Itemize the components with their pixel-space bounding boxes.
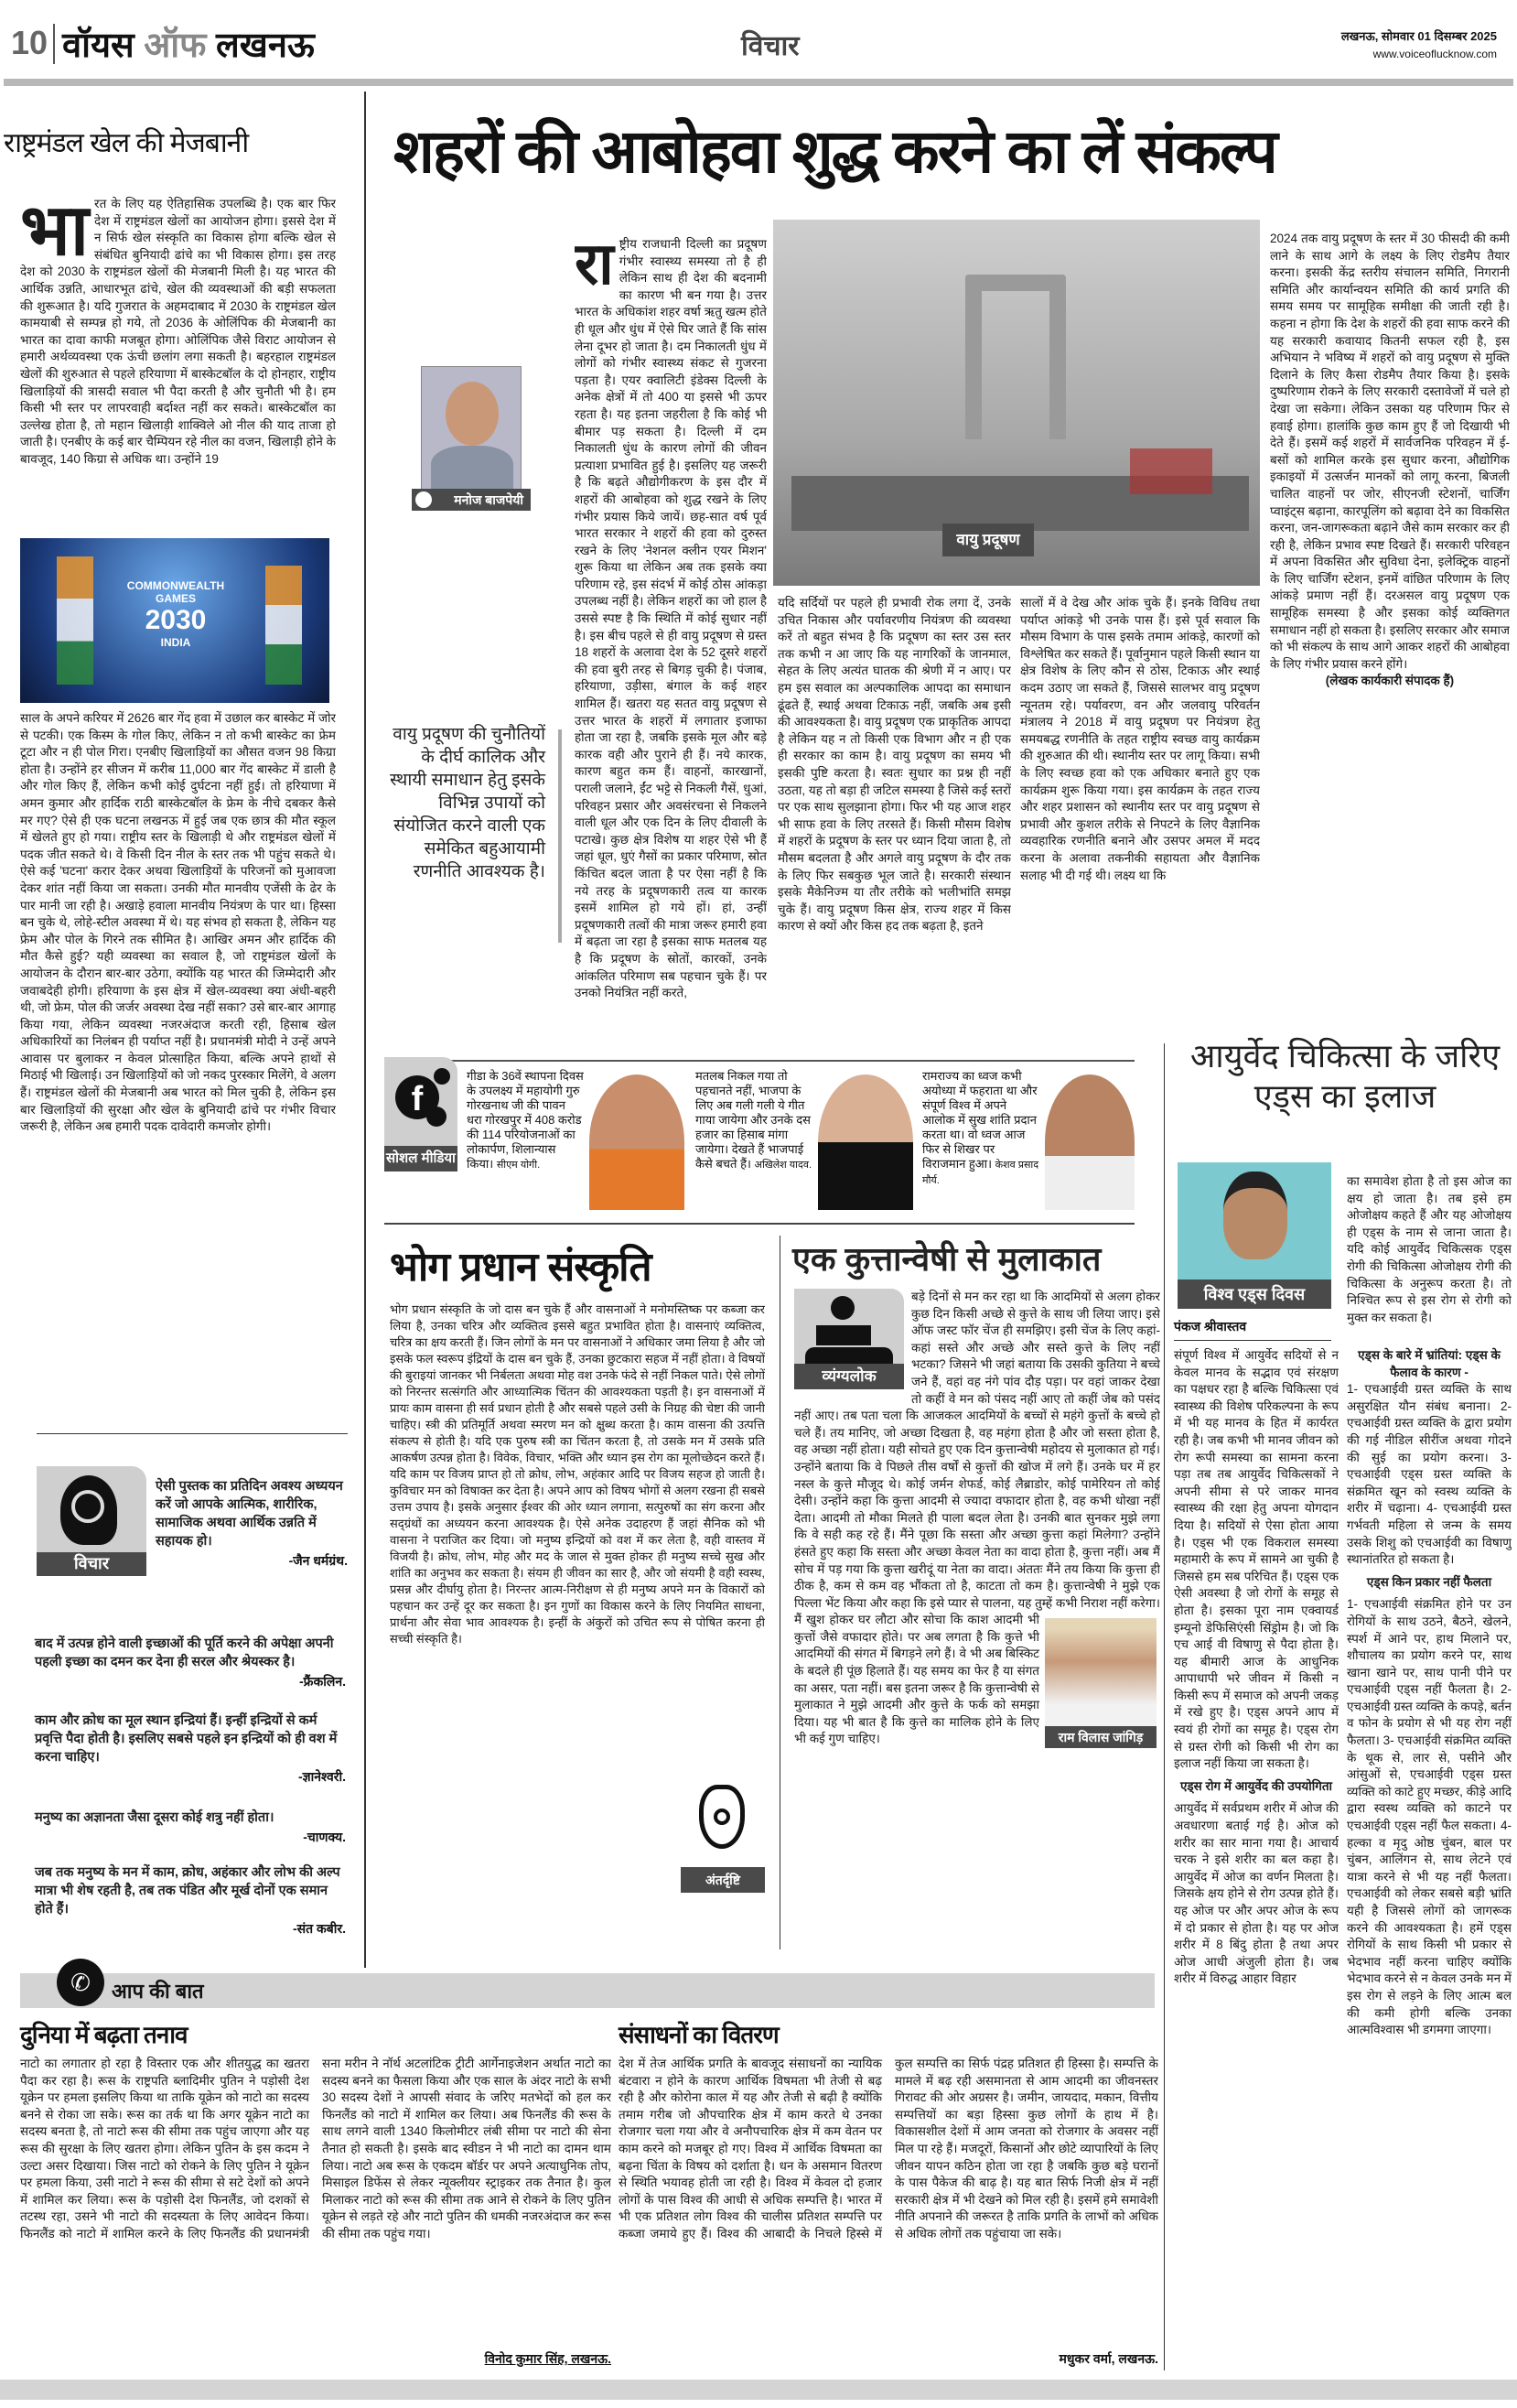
author-face <box>446 382 499 446</box>
social-media-badge <box>384 1057 457 1172</box>
post-1-text: गीडा के 36वें स्थापना दिवस के उपलक्ष्य में महायोगी गुरु गोरखनाथ जी की पावन धरा गोरखपुर में 408 करोड की 114 परियोजनाओं का लोकार्पण, शिलान्यास किया। सीएम योगी. <box>467 1069 584 1171</box>
image-label: वायु प्रदूषण <box>942 524 1034 556</box>
antardrishti-badge <box>681 1779 765 1893</box>
columnist-photo <box>1045 1618 1157 1726</box>
ayurveda-col-2: एड्स के बारे में भ्रांतियां: एड्स के फैलाव के कारण - 1- एचआईवी ग्रस्त व्यक्ति के साथ असुरक्षित यौन संबंध बनाना। 2- एचआईवी ग्रस्त व्यक्ति के द्वारा प्रयोग की गई नीडिल सीरींज अथवा गोदने की सुई का प्रयोग करना। 3- एचआईवी एड्स ग्रस्त व्यक्ति के संक्रमित खून को स्वस्थ व्यक्ति के शरीर में चढ़ाना। 4- एचआईवी ग्रस्त गर्भवती महिला से जन्म के समय उसके शिशु को एचआईवी का विषाणु स्थानांतरित हो सकता है। एड्स किन प्रकार नहीं फैलता 1- एचआईवी संक्रमित होने पर उन रोगियों के साथ उठने, बैठने, खेलने, स्पर्श में आने पर, हाथ मिलाने पर, शौचालय का प्रयोग करने पर, साथ खाना खाने पर, साथ पानी पीने पर एचआईवी एड्स नहीं फैलता है। 2- एचआईवी ग्रस्त व्यक्ति के कपड़े, बर्तन व फोन के प्रयोग से भी यह रोग नहीं फैलता। 3- एचआईवी संक्रमित व्यक्ति के थूक से, लार से, पसीने और आंसुओं से, एचआईवी एड्स ग्रस्त व्यक्ति को काटे हुए मच्छर, कीड़े आदि द्वारा स्वस्थ व्यक्ति को काटने पर एचआईवी एड्स नहीं फैल सकता। 4- हल्का व मृदु ओष्ठ चुंबन, बाल पर चुंबन, आलिंगन से, साथ लेटने एवं यात्रा करने से भी यह नहीं फैलता। एचआईवी को लेकर सबसे बड़ी भ्रांति यही है जिससे लोगों को जागरूक करने की आवश्यकता है। हमें एड्स रोगियों के साथ किसी भी प्रकार से भेदभाव नहीं करना चाहिए क्योंकि भेदभाव करने से न केवल उनके मन में इस रोग से लड़ने के लिए आत्म बल की कमी होगी बल्कि उनका आत्मविश्वास भी डगमगा जाएगा। <box>1347 1348 1512 2037</box>
quote-5: जब तक मनुष्य के मन में काम, क्रोध, अहंकार और लोभ की अल्प मात्रा भी शेष रहती है, तब तक पंडित और मूर्ख दोनों एक समान होते हैं। -संत कबीर. <box>35 1865 346 1936</box>
letter-2 <box>619 2056 1158 2376</box>
quote-3: काम और क्रोध का मूल स्थान इन्द्रियां हैं। इन्हीं इन्द्रियों से कर्म प्रवृत्ति पैदा होती है। इसलिए सबसे पहले इन इन्द्रियों को ही वश में करना चाहिए। -ज्ञानेश्वरी. <box>35 1713 346 1784</box>
badge-spacer <box>794 1289 911 1393</box>
ayurveda-col-1: संपूर्ण विश्व में आयुर्वेद सदियों से न केवल मानव के सद्भाव एवं संरक्षण का पक्षधर रहा है बल्कि चिकित्सा एवं स्वास्थ्य की विशेष परिकल्पना के रूप में भी यह मानव के हित में कार्यरत रही है। जब कभी भी मानव जीवन को रोग रूपी समस्या का सामना करना पड़ा तब तब आयुर्वेद चिकित्सकों ने अपनी सीमा से परे जाकर मानव स्वास्थ्य की रक्षा हेतु अपना योगदान दिया है। सदियों से ऐसा होता आया है। एड्स भी एक विकराल समस्या महामारी के रूप में सामने आ चुकी है जिससे हम सब परिचित हैं। एड्स एक ऐसी अवस्था है जो रोगों के समूह से होता है। इसका पूरा नाम एक्वायर्ड इम्यूनो डेफिसिएंसी सिंड्रोम है। जो कि एच आई वी विषाणु से पैदा होता है। यह बीमारी आज के आधुनिक आपाधापी भरे जीवन में किसी न किसी रूप में समाज को अपनी जकड़ में रखे हुए है। एड्स अपने आप में स्वयं ही रोगों का समूह है। एड्स रोग से ग्रस्त रोगी को किसी भी रोग का इलाज नहीं किया जा सकता है। एड्स रोग में आयुर्वेद की उपयोगिता आयुर्वेद में सर्वप्रथम शरीर में ओज की अवधारणा बताई गई है। ओज को शरीर का सार माना गया है। आचार्य चरक ने इसे शरीर का बल कहा है। आयुर्वेद में ओज का वर्णन मिलता है। जिसके क्षय होने से रोग उत्पन्न होते हैं। यह ओज पर और अपर ओज के रूप में दो प्रकार से होता है। यह पर ओज शरीर में 8 बिंदु होता है तथा अपर ओज आधी अंजुली होता है। जब शरीर में विरुद्ध आहार विहार <box>1174 1348 1339 1986</box>
social-post-2 <box>695 1069 919 1215</box>
vichar-badge <box>37 1466 146 1576</box>
akhilesh-photo <box>818 1074 913 1210</box>
social-bottom-rule <box>384 1223 1135 1225</box>
main-col-4: 2024 तक वायु प्रदूषण के स्तर में 30 फीसदी की कमी लाने के साथ आगे के लक्ष्य के लिए रोडमैप तैयार करना। इसकी केंद्र स्तरीय संचालन समिति, निगरानी समिति और कार्यान्वयन समिति की कार्य प्रगति की समय समय पर सामूहिक समीक्षा की जाती रही है। कहना न होगा कि देश के शहरों की हवा साफ करने की यह सरकारी कवायाद कितनी सफल रही है, इस अभियान ने भविष्य में शहरों को वायु प्रदूषण से मुक्ति दिलाने के लिए कैसा रोडमैप तैयार किया है। इसके दुष्परिणाम रोकने के लिए सरकारी दस्तावेजों में चले हो देखा जा सकेगा। लेकिन उसका यह परिणाम फिर से हवाई होगा। हालांकि कुछ काम हुए हैं जो दिखायी भी देते हैं। इसमें कई शहरों में सार्वजनिक परिवहन में ई-बसों को शामिल करके इस सुधार करना, औद्योगिक इकाइयों में उत्सर्जन मानकों को लागू करना, बिजली चालित वाहनों पर जोर, सीएनजी स्टेशनों, चार्जिंग प्वाइंट्स बढ़ाना, कारपूलिंग को बढ़ावा देने का विकसित करना, जन-जागरूकता बढ़ाने जैसे काम सरकार कर ही रही है, लेकिन प्रभाव स्पष्ट दिखते हैं। सरकारी परिवहन में अपना विकसित और सुविधा देना, इलेक्ट्रिक वाहनों के लिए चार्जिंग स्टेशन, इनमें वांछित परिणाम के लिए आंकड़े प्रमाण नहीं हैं। दरअसल वायु प्रदूषण एक सामूहिक समस्या है और इसका कोई व्यक्तिगत समाधान नहीं हो सकता है। इसलिए सरकार और समाज को भी संकल्प के साथ आगे आकर शहरों की आबोहवा के लिए गंभीर प्रयास करने होंगे। (लेखक कार्यकारी संपादक हैं) <box>1270 231 1510 1036</box>
social-post-1 <box>467 1069 690 1215</box>
vyangya-author: राम विलास जांगिड़ <box>1045 1726 1157 1748</box>
dateline: लखनऊ, सोमवार 01 दिसम्बर 2025 <box>1340 29 1497 43</box>
pankaj-face <box>1223 1172 1287 1259</box>
india-gate-shape <box>965 275 1066 439</box>
keshav-photo <box>1045 1074 1135 1210</box>
vehicle-shape <box>1130 448 1212 494</box>
section-name: विचार <box>741 31 800 61</box>
ayurveda-subhead-2: एड्स के बारे में भ्रांतियां: एड्स के फैलाव के कारण - <box>1358 1348 1501 1379</box>
post-3-text: रामराज्य का ध्वज कभी अयोध्या में फहराता था और संपूर्ण विश्व में अपने आलोक में सुख शांति प्रदान करता था। वो ध्वज आज फिर से शिखर पर विराजमान हुआ। केशव प्रसाद मौर्य. <box>922 1069 1039 1186</box>
letter-1 <box>20 2056 611 2376</box>
website[interactable]: www.voiceoflucknow.com <box>1372 48 1497 60</box>
letter-1-body: नाटो का लगातार हो रहा है विस्तार एक और शीतयुद्ध का खतरा पैदा कर रहा है। रूस के राष्ट्रपति ब्लादिमीर पुतिन ने पड़ोसी देश यूक्रेन पर हमला इसलिए किया था ताकि यूक्रेन को नाटो का सदस्य बनने से रोका जा सके। रूस का तर्क था कि अगर यूक्रेन नाटो का सदस्य बनता है, तो नाटो रूस की सीमा तक पहुंच जाएगा और यह रूस की सुरक्षा के लिए खतरा होगा। लेकिन पुतिन के इस कदम ने उल्टा असर दिखाया। जिस नाटो को रोकने के लिए पुतिन ने यूक्रेन पर हमला किया, उसी नाटो ने रूस की सीमा से सटे देशों को अपने में शामिल कर लिया। रूस के पड़ोसी देश फिनलैंड, जो दशकों से तटस्थ रहा, उसने भी नाटो की सदस्यता के लिए आवेदन किया। फिनलैंड को नाटो में शामिल करने के लिए फिनलैंड की प्रधानमंत्री सना मरीन ने नॉर्थ अटलांटिक ट्रीटी आर्गेनाइजेशन अर्थात नाटो का सदस्य बनने का फैसला किया और एक साल के अंदर नाटो के सभी 30 सदस्य देशों ने आपसी संवाद के जरिए मतभेदों को हल कर फिनलैंड को नाटो में शामिल कर लिया। अब फिनलैंड की रूस के साथ लगने वाली 1340 किलोमीटर लंबी सीमा पर नाटो की सेना तैनात हो सकती है। इसके बाद स्वीडन ने भी नाटो का दामन थाम लिया। नाटो अब रूस के एकदम बॉर्डर पर अपने अत्याधुनिक तोप, मिसाइल डिफेंस से लेकर न्यूक्लीयर स्ट्राइकर तक तैनात है। कुल मिलाकर नाटो को रूस की सीमा तक आने से रोकने के लिए पुतिन यूक्रेन से लड़ते रहे और नाटो पुतिन की धमकी नजरअंदाज कर रूस की सीमा तक पहुंच गया। <box>20 2057 611 2241</box>
editorial-body-2: साल के अपने करियर में 2626 बार गेंद हवा में उछाल कर बास्केट में जोर से पटकी। एक किस्म के गोल किए, लेकिन न तो कभी बास्केट का फ्रेम टूटा और न ही पोल गिरा। एनबीए खिलाड़ियों का औसत वजन 98 किग्रा होता है। उन्होंने हर सीजन में करीब 11,000 बार गेंद बास्केट में डाली है और गोल किए हैं, लेकिन कभी कोई दुर्घटना नहीं हुई। तो हरियाणा में अमन कुमार और हार्दिक राठी बास्केटबॉल के फ्रेम के नीचे दबकर कैसे मर गए? ऐसे ही एक घटना लखनऊ में हुई जब एक छात्र की मौत स्कूल में खेलते हुए हो गया। राष्ट्रीय स्तर के खिलाड़ी थे और राष्ट्रमंडल खेलों में पदक जीत सकते थे। वे किसी दिन नील के स्तर तक भी पहुंच सकते थे। ऐसे कई 'घटना' करार देकर अथवा खिलाड़ियों के परिजनों को मुआवजा देकर शांत नहीं किया जा सकता। उनकी मौत मानवीय एजेंसी के ढेर के पार मानी जा रही है। अखाड़े हवाला मानवीय नियंत्रण के पार था। हिस्सा बन चुके थे, लोहे-स्टील अवस्था में थे। यह संभव हो सकता है, लेकिन यह फ्रेम और पोल के गिरने तक सीमित है। आखिर अमन और हार्दिक की मौत कैसे हुई? यही व्यवस्था का सवाल है, जो राष्ट्रमंडल खेलों के आयोजन के दौरान बार-बार उठेगा, क्योंकि यह भारत की जिम्मेदारी और जवाबदेही होगी। हरियाणा के इस क्षेत्र में खेल-व्यवस्था क्या अंधी-बहरी थी, जो फ्रेम, पोल की जर्जर अवस्था देख नहीं सका? उसे बार-बार आगाह किया गया, लेकिन व्यवस्था नजरअंदाज करती रही, हिसाब खेल अधिकारियों का निलंबन ही पर्याप्त नहीं है। प्रधानमंत्री मोदी ने उन्हें अपने आवास पर बुलाकर न केवल प्रोत्साहित किया, बल्कि अपने हाथों से मिठाई भी खिलाई। उन खिलाड़ियों को जो नकद पुरस्कार मिलेंगे, वे अलग हैं। राष्ट्रमंडल खेलों की मेजबानी अब भारत को मिल चुकी है, लेकिन इस बार खिलाड़ियों की सुरक्षा और खेल के बुनियादी ढांचे पर गंभीर विचार जरूरी है, लेकिन अब हमारी पदक दावेदारी कमजोर होगी। <box>20 711 336 1134</box>
main-headline: शहरों की आबोहवा शुद्ध करने का लें संकल्प <box>393 117 1276 185</box>
twitter-icon <box>426 1107 446 1127</box>
social-top-rule <box>384 1060 1135 1062</box>
antardrishti-label: अंतर्दृष्टि <box>681 1867 765 1893</box>
page-header <box>0 0 1517 82</box>
hamsa-eye <box>714 1809 730 1825</box>
vyangya-title: एक कुत्तान्वेषी से मुलाकात <box>792 1240 1102 1278</box>
main-col-2: यदि सर्दियों पर पहले ही प्रभावी रोक लगा दें, उनके उचित निकास और पर्यावरणीय नियंत्रण की व्यवस्था करें तो बहुत संभव है कि प्रदूषण का स्तर उस स्तर तक कभी न आ जाए कि यह नागरिकों के जानमाल, सेहत के लिए अत्यंत घातक की श्रेणी में न आए। पर हम इस सवाल का अल्पकालिक आपदा का समाधान ढूंढते हैं, स्थाई अथवा टिकाऊ नहीं, जबकि अब इसी की आवश्यकता है। वायु प्रदूषण एक प्राकृतिक आपदा है लेकिन यह न तो किसी एक विभाग और न ही एक ही सरकार का काम है। वायु प्रदूषण का समय भी इसकी पुष्टि करता है। स्वतः सुधार का प्रश्न ही नहीं उठता, यह तो बड़ा ही जटिल समस्या है जिसे कई स्तरों पर एक साथ सुलझाना होगा। फिर भी यह आज शहर भी साफ हवा के लिए तरसते हैं। किसी मौसम विशेष में शहरों के प्रदूषण के स्तर पर ध्यान दिया जाता है, तो मौसम बदलता है और अगले वायु प्रदूषण के दौर तक के लिए फिर सबकुछ भूल जाते है। सरकारी संस्थान इसके मैकेनिज्म या तौर तरीके को भलीभांति समझ चुके हैं। वायु प्रदूषण किस क्षेत्र, राज्य शहर में किस कारण से क्यों और किस हद तक बढ़ता है, इतने <box>778 596 1011 934</box>
vichar-label: विचार <box>37 1552 146 1576</box>
footer-band <box>0 2380 1517 2400</box>
vyangya-label: व्यंग्यलोक <box>794 1364 904 1389</box>
pull-quote-rule <box>558 729 562 943</box>
ayurveda-title: आयुर्वेद चिकित्सा के जरिए एड्स का इलाज <box>1189 1037 1501 1115</box>
quote-4: मनुष्य का अज्ञानता जैसा दूसरा कोई शत्रु नहीं होता। -चाणक्य. <box>35 1810 346 1844</box>
section-rule <box>37 1433 348 1434</box>
head-ring <box>71 1490 104 1523</box>
column-rule <box>364 92 366 1968</box>
editorial-title: राष्ट्रमंडल खेल की मेजबानी <box>4 128 249 158</box>
commonwealth-games-image <box>20 538 329 703</box>
letter-2-author: मधुकर वर्मा, लखनऊ. <box>1059 2351 1158 2366</box>
social-post-3 <box>922 1069 1136 1215</box>
pankaj-photo <box>1178 1162 1331 1280</box>
author-suit <box>431 446 513 490</box>
main-dropcap: रा <box>575 236 614 297</box>
header-divider <box>53 24 55 64</box>
author-name: मनोज बाजपेयी <box>412 489 531 511</box>
quote-2: बाद में उत्पन्न होने वाली इच्छाओं की पूर्ति करने की अपेक्षा अपनी पहली इच्छा का दमन कर देना ही सरल और श्रेयस्कर है। -फ्रैंकलिन. <box>35 1636 346 1689</box>
games-logo-text: COMMONWEALTH GAMES 2030 INDIA <box>126 579 225 649</box>
flag-right <box>265 566 302 685</box>
byline-rule <box>1174 1340 1331 1341</box>
pull-quote: वायु प्रदूषण की चुनौतियों के दीर्घ कालिक और स्थायी समाधान हेतु इसके विभिन्न उपायों को संयोजित करने वाली एक समेकित बहुआयामी रणनीति आवश्यक है। <box>390 725 545 881</box>
social-label: सोशल मीडिया <box>384 1146 457 1172</box>
post-2-text: मतलब निकल गया तो पहचानते नहीं, भाजपा के लिए अब गली गली ये गीत गाया जायेगा और उनके दस हजार का हिसाब मांगा जायेगा। देखते हैं भाजपाई कैसे बचते हैं। अखिलेश यादव. <box>695 1069 812 1171</box>
ayurveda-subhead-3: एड्स किन प्रकार नहीं फैलता <box>1366 1574 1492 1589</box>
ayurveda-col-a: का समावेश होता है तो इस ओज का क्षय हो जाता है। तब इसे हम ओजोक्षय कहते हैं और यह ओजोक्षय ही एड्स के नाम से जाना जाता है। यदि कोई आयुर्वेद चिकित्सक एड्स रोगी की चिकित्सा ओजोक्षय रोगी की चिकित्सा के अनुरूप करता है। तो निश्चित रूप से इस रोग से रोगी को मुक्त कर सकता है। <box>1347 1174 1512 1324</box>
editorial-body-1: भा रत के लिए यह ऐतिहासिक उपलब्धि है। एक बार फिर देश में राष्ट्रमंडल खेलों का आयोजन होगा। इससे देश में न सिर्फ खेल संस्कृति का विकास होगा बल्कि खेल से संबंधित बुनियादी ढांचे का भी विकास होगा। इस तरह देश को 2030 के राष्ट्रमंडल खेलों की मेजबानी मिली है। यह भारत की आर्थिक उन्नति, आधारभूत ढांचे, खेल की व्यवस्थाओं की बड़ी सफलता की शुरूआत है। यदि गुजरात के अहमदाबाद में 2030 के राष्ट्रमंडल खेल कामयाबी से सम्पन्न हो गये, तो 2036 के ओलिंपिक की मेजबानी का भारत का दावा काफी मजबूत होगा। ओलिंपिक जैसे विराट आयोजन से हमारी अर्थव्यवस्था एक ऊंची छलांग लगा सकती है। बहरहाल राष्ट्रमंडल खेलों की शुरुआत से पहले हरियाणा में बास्केटबॉल के दो होनहार, राष्ट्रीय खिलाड़ियों की त्रासदी सवाल भी पैदा करती है और चुनौती भी है। हम किसी भी स्तर पर लापरवाही बर्दाश्त नहीं कर सकते। बास्केटबॉल का उल्लेख होता है, तो महान खिलाड़ी शाक्विले ओ नील की याद ताजा हो जाती है। एनबीए के कई बार चैम्पियन रहे नील का वजन, खिलाड़ी होने के बावजूद, 140 किग्रा से अधिक था। उन्होंने 19 <box>20 196 336 466</box>
letter-1-author: विनोद कुमार सिंह, लखनऊ. <box>484 2351 611 2366</box>
masthead-logo: वॉयस ऑफ लखनऊ <box>62 27 315 65</box>
ayurveda-subhead-1: एड्स रोग में आयुर्वेद की उपयोगिता <box>1179 1778 1333 1793</box>
page-number: 10 <box>11 24 48 61</box>
author-note: (लेखक कार्यकारी संपादक हैं) <box>1325 674 1455 688</box>
photo-label: विश्व एड्स दिवस <box>1178 1280 1331 1309</box>
main-col-3: सालों में वे देख और आंक चुके हैं। इनके विविध तथा पर्याप्त आंकड़े भी उनके पास हैं। इसे पूर्व सवाल कि मौसम विभाग के पास इसके तमाम आंकड़े, कारणों को विश्लेषित कर सकते हैं। पूर्वानुमान पहले किसी स्थान या क्षेत्र विशेष के लिए कौन से ठोस, टिकाऊ और स्थाई कदम उठाए जा सकते हैं, जिससे सालभर वायु प्रदूषण न्यूनतम रहे। पर्यावरण, वन और जलवायु परिवर्तन मंत्रालय ने 2018 में वायु प्रदूषण पर नियंत्रण हेतु समयबद्ध रणनीति के तहत राष्ट्रीय स्वच्छ वायु कार्यक्रम की शुरुआत की थी। स्थानीय स्तर पर लागू किया। सभी के लिए स्वच्छ हवा को एक अधिकार बनाते हुए एक कार्यक्रम शुरू किया गया। इस कार्यक्रम के तहत राज्य और शहर प्रशासन को स्थानीय स्तर पर वायु प्रदूषण से प्रभावी और कुशल तरीके से निपटने के लिए वैज्ञानिक व्यवहारिक रणनीति बनाने और उसपर अमल में मदद करना के अलावा तकनीकी सहायता और वैज्ञानिक सलाह भी दी गई थी। लक्ष्य था कि <box>1020 596 1260 882</box>
yogi-photo <box>589 1074 684 1210</box>
header-rule <box>4 79 1513 86</box>
aap-ki-baat-label: आप की बात <box>112 1980 204 2003</box>
ayurveda-rule <box>1164 1043 1165 2370</box>
flag-left <box>57 556 93 685</box>
letter-1-title: दुनिया में बढ़ता तनाव <box>20 2021 188 2048</box>
bhog-title: भोग प्रधान संस्कृति <box>390 1245 651 1290</box>
dropcap: भा <box>20 196 90 270</box>
letter-2-body: देश में तेज आर्थिक प्रगति के बावजूद संसाधनों का न्यायिक बंटवारा न होने के कारण आर्थिक विषमता भी तेजी से बढ़ रही है और कोरोना काल में यह और तेजी से बढ़ी है क्योंकि तमाम गरीब जो औपचारिक क्षेत्र में काम करते थे उनका रोजगार चला गया और वे अनौपचारिक क्षेत्र में कम वेतन पर काम करने को मजबूर हो गए। विश्व में आर्थिक विषमता का बढ़ना चिंता के विषय को दर्शाता है। धन के असमान वितरण से स्थिति भयावह होती जा रही है। विश्व में केवल दो हजार लोगों के पास विश्व की आधी से अधिक सम्पत्ति है। भारत में भी एक प्रतिशत लोग विश्व की चालीस प्रतिशत सम्पत्ति पर कब्जा जमाये हुए हैं। विश्व की आबादी के निचले हिस्से में कुल सम्पत्ति का सिर्फ पंद्रह प्रतिशत ही हिस्सा है। सम्पत्ति के मामले में बढ़ रही असमानता से आम आदमी का जीवनस्तर गिरावट की ओर अग्रसर है। जमीन, जायदाद, मकान, वित्तीय सम्पत्तियों का बड़ा हिस्सा कुछ लोगों के हाथ में है। विकासशील देशों में आम जनता को रोजगार के अवसर नहीं मिल पा रहे हैं। मजदूरों, किसानों और छोटे व्यापारियों के लिए जीवन यापन कठिन होता जा रहा है जबकि कुछ बड़े घरानों के पास पैकेज की बाढ़ है। यह बात सिर्फ निजी क्षेत्र में नहीं सरकारी क्षेत्र में भी देखने को मिल रही है। इसमें हमे समावेशी नीति अपनाने की जरूरत है ताकि प्रगति के लाभों को अधिक से अधिक लोगों तक पहुंचाया जा सके। <box>619 2057 1158 2241</box>
bhog-body: अंतर्दृष्टि भोग प्रधान संस्कृति के जो दास बन चुके हैं और वासनाओं ने मनोमस्तिष्क पर कब्जा कर लिया है, उनका चरित्र और व्यक्तित्व इससे बहुत प्रभावित होता है। वासनाएं व्यक्तित्व, चरित्र का क्षय करती हैं। जिन लोगों के मन पर वासनाओं ने अधिकार जमा लिया है और जो इसके फल स्वरूप इंद्रियों के दास बन चुके हैं, उनका छुटकारा सहज में नहीं होता। वे विषयों की बुराइयां जानकर भी निर्बलता अथवा मोह वश उनके फंदे से नहीं निकल पाते। ऐसे लोगों को निरन्तर सत्संगति और आध्यात्मिक चिंतन की आवश्यकता पड़ती है। इन वासनाओं में प्रायः काम वासना ही सर्व प्रधान होती है और सबसे पहले उसी के निग्रह की चेष्टा की जानी चाहिए। स्त्री की प्रतिमूर्ति अथवा स्मरण मन को क्षुब्ध करता है। काम वासना की उत्पत्ति संकल्प से होती है। यदि एक पुरुष स्त्री का चिंतन करता है, तो उसके मन में उसके प्रति आकर्षण उत्पन्न होता है। विवेक, विचार, भक्ति और ध्यान इस रोग का मूलोच्छेदन करते हैं। यदि काम पर विजय प्राप्त हो तो क्रोध, लोभ, अहंकार आदि पर विजय सहज हो जाती है। कुविचार मन को विषाक्त कर देता है। अपने आप को विषय भोगों से अलग रखना ही सबसे उत्तम उपाय है। इसके अनुसार ईश्वर की ओर ध्यान लगाना, सत्पुरुषों का संग करना और सद्ग्रंथों का अध्ययन करना आवश्यक है। ऐसे अनेक उदाहरण हैं जहां सैनिक को भी वासना ने पराजित कर दिया। जो मनुष्य इन्द्रियों को वश में कर लेता है, वही वास्तव में विजयी है। क्रोध, लोभ, मोह और मद के जाल से मुक्त होकर ही मनुष्य सच्चे सुख और शांति का अनुभव कर सकता है। संयम ही जीवन का सार है, और जो संयमी है वही स्वस्थ, प्रसन्न और दीर्घायु होता है। निरन्तर आत्म-निरीक्षण से ही मनुष्य अपने मन के विकारों को पहचान कर उन्हें दूर कर सकता है। इन गुणों का विकास करने के लिए नियमित साधना, प्रार्थना और सेवा भाव आवश्यक है। इन्हीं के अंकुरों को उचित रूप से पोषित करना ही सच्ची संस्कृति है। <box>390 1301 765 1933</box>
author-photo <box>421 366 522 490</box>
phone-bubble-icon: ✆ <box>57 1959 104 2006</box>
pen-icon <box>415 491 432 508</box>
facebook-icon: f <box>395 1075 439 1119</box>
ayurveda-author: पंकज श्रीवास्तव <box>1174 1319 1247 1334</box>
main-col-1: रा ष्ट्रीय राजधानी दिल्ली का प्रदूषण गंभीर स्वास्थ्य समस्या तो है ही लेकिन साथ ही देश की बदनामी का कारण भी बन गया है। उत्तर भारत के अधिकांश शहर वर्षा ऋतु खत्म होते ही धूल और धुंध में ऐसे घिर जाते हैं कि सांस लेना दूभर हो जाता है। दम निकालती धुंध में लोगों को गंभीर स्वास्थ्य संकट से गुजरना पड़ता है। एयर क्वालिटी इंडेक्स दिल्ली के अनेक क्षेत्रों में तो 400 या इससे भी ऊपर रहता है। यह इतना जहरीला है कि कोई भी बीमार पड़ सकता है। दिल्ली में दम निकालती धुंध के कारण लोगों की जीवन प्रत्याशा प्रभावित हुई है। इसलिए यह जरूरी है कि बढ़ते औद्योगीकरण के इस दौर में शहरों की आबोहवा को शुद्ध रखने के लिए गंभीर प्रयास किये जायें। छह-सात वर्ष पूर्व भारत सरकार ने शहरों की हवा को दुरुस्त रखने के लिए 'नेशनल क्लीन एयर मिशन' शुरू किया था लेकिन अब तक इसके क्या परिणाम रहे, इस संदर्भ में कोई ठोस आंकड़ा उपलब्ध नहीं है। लेकिन शहरों का जो हाल है उससे स्पष्ट है कि स्थिति में कोई सुधार नहीं है। इस बीच पहले से ही वायु प्रदूषण से ग्रस्त 18 शहरों के अलावा देश के 52 दूसरे शहरों की हवा बुरी तरह से बिगड़ चुकी है। पंजाब, हरियाणा, उड़ीसा, बंगाल के कई शहर शामिल हैं। खतरा यह सतत वायु प्रदूषण से उत्तर भारत के शहरों में लगातार इजाफा होता जा रहा है, जबकि इसके मूल और बड़े कारक वही और पुराने ही हैं। नये कारक, कारण बहुत कम हैं। वाहनों, कारखानों, पराली जलाने, ईंट भट्टे से निकली गैसें, धुआं, परिवहन प्रसार और अवसंरचना से निकलने वाली धूल और एक दिन के लिए दीवाली के पटाखे। कुछ क्षेत्र विशेष या शहर ऐसे भी हैं जहां धूल, धुएं गैसों का प्रकार परिमाण, स्रोत किंचित बदल जाता है पर ऐसा नहीं है कि नये तरह के प्रदूषणकारी तत्व या कारक इसमें शामिल हो गये हों। हां, उन्हीं प्रदूषणकारी तत्वों की मात्रा जरूर हमारी हवा में बढ़ता जा रहा है इसका साफ मतलब यह है कि प्रदूषण के स्रोतों, कारकों, उनके आंकलित परिमाण सब पहचान चुके हैं। पर उनको नियंत्रित नहीं करते, <box>575 236 767 1000</box>
whatsapp-icon <box>434 1068 450 1085</box>
vyangya-body: बड़े दिनों से मन कर रहा था कि आदमियों से अलग होकर कुछ दिन किसी अच्छे से कुत्ते के साथ जी लिया जाए। इसे ऑफ जस्ट फॉर चेंज ही समझिए। इसी चेंज के लिए कहां-कहां सस्ते और अच्छे और सस्ते कुत्ते के लिए नहीं भटका? जिसने भी जहां बताया कि उसकी कुतिया ने बच्चे जने हैं, वहां वह नंगे पांव दौड़ पड़ा। पर वहां जाकर देखा तो कहीं वे मन को पंसद नहीं आए तो कहीं जेब को पसंद नहीं आए। तब पता चला कि आजकल आदमियों के बच्चों से महंगे कुत्तों के बच्चे हो चले हैं। तय मानिए, जो अच्छा दिखता है, वह महंगा होता है और जो सस्ता होता है, वह अच्छा नहीं होता। यही सोचते हुए एक दिन कुत्तान्वेषी महोदय से मुलाकात हो गई। उन्होंने बताया कि वे पिछले तीस वर्षों से कुत्तों की खोज में लगे हैं। उनके घर में हर नस्ल के कुत्ते मौजूद थे। कोई जर्मन शेफर्ड, कोई लैब्राडोर, कोई पामेरियन तो कोई देसी। उन्होंने कहा कि कुत्ता आदमी से ज्यादा वफादार होता है, वह कभी धोखा नहीं देता। आदमी तो मौका मिलते ही पाला बदल लेता है। उनकी बात सुनकर मुझे लगा कि वे सही कह रहे हैं। मैंने पूछा कि सस्ता और अच्छा कुत्ता कहां मिलेगा? उन्होंने हंसते हुए कहा कि सस्ता और अच्छा केवल नेता का वादा होता है, कुत्ता नहीं। अब मैं सोच में पड़ गया कि कुत्ता खरीदूं या नेता का वादा। अंततः मैंने तय किया कि कुत्ता ही ठीक है, कम से कम वह भौंकता तो है, काटता तो कम है। कुत्तान्वेषी ने मुझे एक पिल्ला भेंट किया और कहा कि इसे प्यार से पालना, यह तुम्हें कभी निराश नहीं करेगा। मैं खुश होकर घर लौटा और सोचा कि काश आदमी भी कुत्तों जैसे वफादार होते। पर अब लगता है कि कुत्ते भी आदमियों की संगत में बिगड़ने लगे हैं। वे भी अब बिस्किट के बदले ही पूंछ हिलाते हैं। यह समय का फेर है या संगत का असर, पता नहीं। बस इतना जरूर है कि कुत्तान्वेषी से मुलाकात ने मुझे आदमी और कुत्ते के फर्क को समझा दिया। यह भी बात है कि कुत्ते का मालिक होने के लिए भी कई गुण चाहिए। <box>794 1289 1160 1938</box>
letter-2-title: संसाधनों का वितरण <box>619 2021 779 2048</box>
quote-1: ऐसी पुस्तक का प्रतिदिन अवश्य अध्ययन करें जो आपके आत्मिक, शारीरिक, सामाजिक अथवा आर्थिक उन्नति में सहायक हो। -जैन धर्मग्रंथ. <box>156 1479 348 1568</box>
